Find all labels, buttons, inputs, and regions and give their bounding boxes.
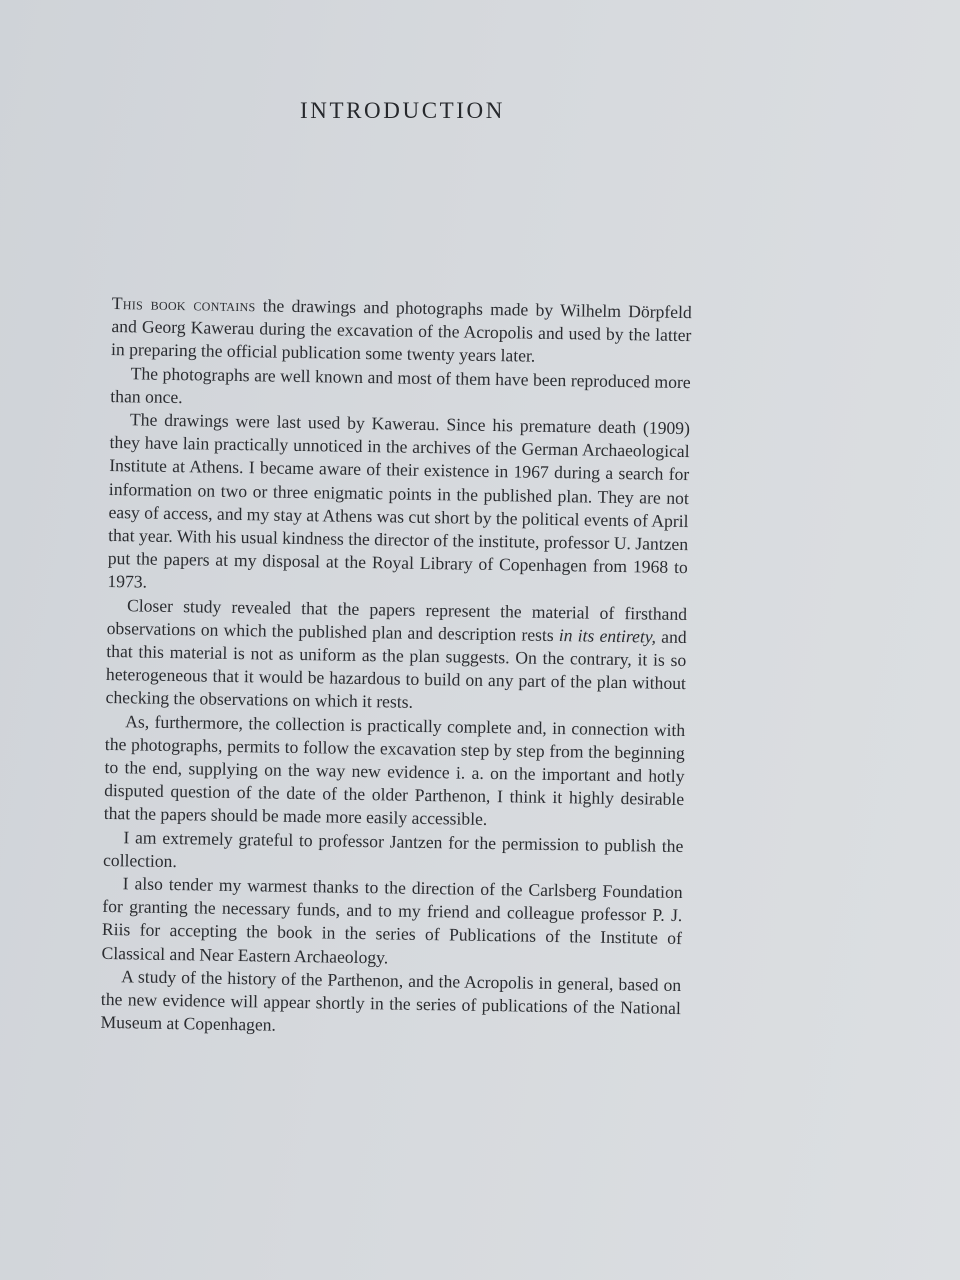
paragraph-5: As, furthermore, the collection is practically complete and, in connection with the photographs, permits to follow the excavation step by step from the beginning to the end, supplying on the way new evidence i. a. on the important and hotly disputed question of the date of the older Parthenon, I think it highly desirable that the papers should be made more easily accessible. xyxy=(103,710,686,830)
page-title: INTRODUCTION xyxy=(300,98,505,123)
paragraph-6: I am extremely grateful to professor Jantzen for the permission to publish the collection. xyxy=(102,826,684,871)
italic-phrase: in its entirety, xyxy=(558,624,657,647)
paragraph-7: I also tender my warmest thanks to the direction of the Carlsberg Foundation for granting the necessary funds, and to my friend and colleague professor P. J. Riis for accepting the book in the series of Publications of the Institute of Classical and Near Eastern Archaeology. xyxy=(101,873,683,968)
paragraph-3: The drawings were last used by Kawerau. Since his premature death (1909) they have lain practically unnoticed in the archives of the German Archaeological Institute at Athens. I became aware of their existence in 1967 during a search for information on two or three enigmatic points in the published plan. They are not easy of access, and my stay at Athens was cut short by the political events of April that year. With his usual kindness the director of the institute, professor U. Jantzen put the papers at my disposal at the Royal Library of Copenhagen from 1968 to 1973. xyxy=(107,409,691,593)
introduction-text xyxy=(100,292,692,1044)
paragraph-2: The photographs are well known and most of them have been reproduced more than once. xyxy=(110,362,691,407)
lead-in-smallcaps: This book contains xyxy=(111,292,256,316)
paragraph-8: A study of the history of the Parthenon, and the Acropolis in general, based on the new evidence will appear shortly in the series of publications of the National Museum at Copenhagen. xyxy=(100,966,682,1035)
paragraph-1 xyxy=(111,292,692,371)
paragraph-1-text: the drawings and photographs made by Wilhelm Dörpfeld and Georg Kawerau during the excavation of the Acropolis and used by the latter in preparing the official publication some twenty years later. xyxy=(110,295,692,367)
paragraph-4 xyxy=(105,594,687,719)
paragraph-4-text-after: and that this material is not as uniform as the plan suggests. On the contrary, it is so heterogeneous that it would be hazardous to build on any part of the plan without checking the observations on which it rests. xyxy=(105,626,687,713)
paragraph-4-text-before: Closer study revealed that the papers represent the material of firsthand observations on which the published plan and description rests xyxy=(106,594,688,645)
